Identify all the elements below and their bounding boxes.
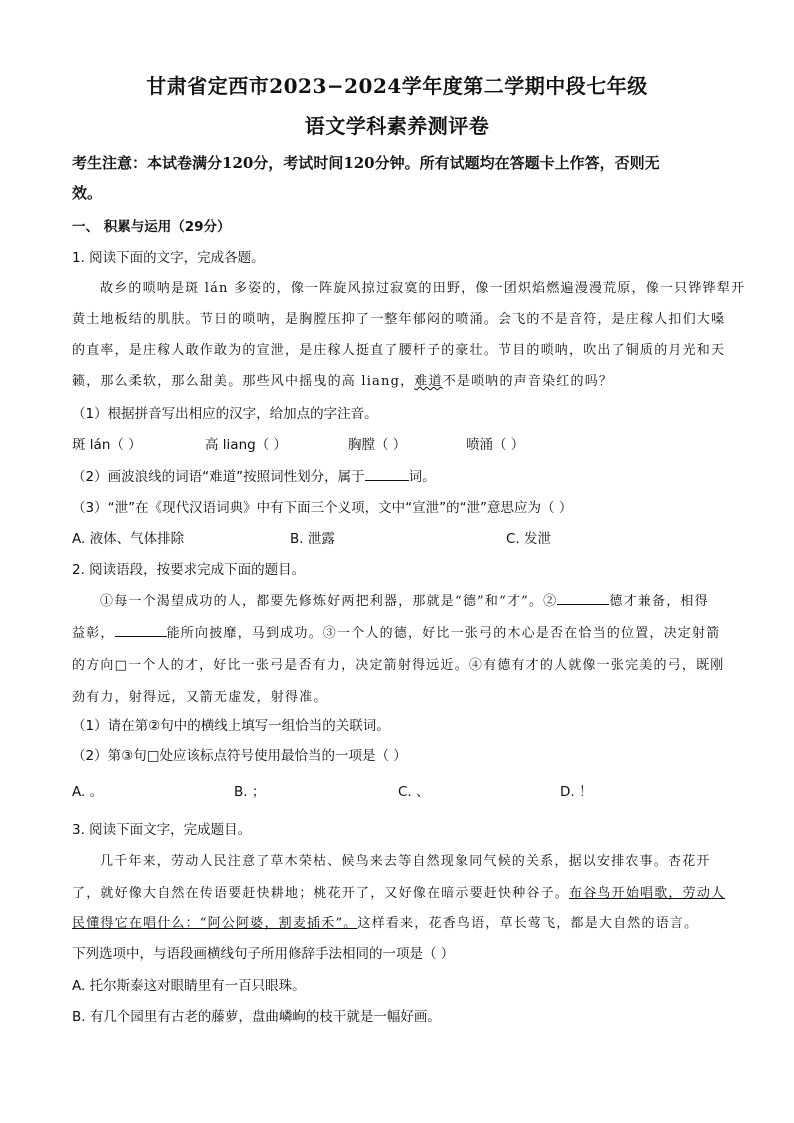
- q1-sub2: [72, 465, 734, 485]
- q2-passage-line1: [100, 590, 734, 609]
- q2-option-d: D. ！: [560, 784, 593, 800]
- q3-passage-line1: 几千年来，劳动人民注意了草木荣枯、候鸟来去等自然现象同气候的关系，据以安排农事。杏花开: [100, 854, 711, 869]
- q1-passage-line4-b: 不是唢呐的声音染红的吗？: [442, 374, 614, 389]
- answer-blank[interactable]: [365, 468, 409, 481]
- answer-blank[interactable]: [115, 624, 167, 637]
- q2-passage-line2: [72, 622, 734, 641]
- q1-fill-4: 喷涌（ ）: [466, 437, 525, 453]
- underlined-sentence-part2: 民懂得它在唱什么：“阿公阿婆，割麦插禾”。: [72, 916, 358, 931]
- q1-passage-line3: 的直率，是庄稼人敢作敢为的宣泄，是庄稼人挺直了腰杆子的豪壮。节目的唢呐，吹出了铜质的月光和天: [72, 343, 726, 358]
- answer-blank[interactable]: [557, 592, 609, 605]
- q2-passage-line4: 劲有力，射得远，又箭无虚发，射得准。: [72, 690, 328, 705]
- q2-sub1: （1）请在第②句中的横线上填写一组恰当的关联词。: [72, 718, 390, 734]
- q1-passage-line1: 故乡的唢呐是斑 lán 多姿的，像一阵旋风掠过寂寞的田野，像一团炽焰燃遍漫漫荒原，像一只铧铧犁开: [100, 281, 746, 296]
- q2-passage-line2-a: 益彰，: [72, 626, 115, 641]
- notice-line1: 考生注意：本试卷满分120分，考试时间120分钟。所有试题均在答题卡上作答，否则无: [72, 154, 660, 172]
- q2-option-a: A. 。: [72, 784, 104, 800]
- q3-passage-line2: [72, 882, 734, 901]
- q3-option-a: A. 托尔斯泰这对眼睛里有一百只眼珠。: [72, 978, 306, 994]
- q1-option-b: B. 泄露: [290, 531, 335, 547]
- q3-passage-line2-a: 了，就好像大自然在传语要赶快耕地；桃花开了，又好像在暗示要赶快种谷子。: [72, 886, 570, 901]
- q1-sub2-pre: （2）画波浪线的词语“难道”按照词性划分，属于: [72, 469, 365, 485]
- q2-passage-line1-b: 德才兼备，相得: [609, 594, 709, 609]
- q1-passage-line4: [72, 370, 734, 389]
- q3-question: 下列选项中，与语段画横线句子所用修辞手法相同的一项是（ ）: [72, 946, 455, 962]
- q1-sub2-post: 词。: [408, 469, 436, 485]
- q2-passage-line3: 的方向□一个人的才，好比一张弓是否有力，决定箭射得远近。④有德有才的人就像一张完美的弓，既刚: [72, 658, 725, 673]
- q2-option-b: B. ；: [234, 784, 266, 800]
- q1-option-a: A. 液体、气体排除: [72, 531, 185, 547]
- exam-title-line1: 甘肃省定西市2023−2024学年度第二学期中段七年级: [146, 74, 648, 98]
- section-heading: 一、 积累与运用（29分）: [72, 219, 231, 235]
- q3-passage-line3-b: 这样看来，花香鸟语，草长莺飞，都是大自然的语言。: [357, 916, 699, 931]
- q1-passage-line4-a: 籁，那么柔软，那么甜美。那些风中摇曳的高 liang，: [72, 374, 415, 389]
- q2-passage-line1-a: ①每一个渴望成功的人，都要先修炼好两把利器，那就是“德”和“才”。②: [100, 594, 558, 609]
- q2-sub2: （2）第③句□处应该标点符号使用最恰当的一项是（ ）: [72, 748, 407, 764]
- q1-fill-2: 高 liang（ ）: [205, 437, 287, 453]
- q1-sub1: （1）根据拼音写出相应的汉字，给加点的字注音。: [72, 406, 378, 422]
- q2-passage-line2-b: 能所向披靡，马到成功。③一个人的德，好比一张弓的木心是否在恰当的位置，决定射箭: [166, 626, 721, 641]
- q2-option-c: C. 、: [398, 784, 430, 800]
- q3-option-b: B. 有几个园里有古老的藤萝，盘曲嶙峋的枝干就是一幅好画。: [72, 1009, 441, 1025]
- wavy-word-nandao: 难道: [414, 374, 443, 389]
- q3-passage-line3: [72, 912, 734, 931]
- q1-sub3: （3）“泄”在《现代汉语词典》中有下面三个义项，文中“宣泄”的“泄”意思应为（ ）: [72, 500, 573, 516]
- notice-line2: 效。: [72, 184, 103, 202]
- q1-passage-line2: 黄土地板结的肌肤。节日的唢呐，是胸膛压抑了一整年郁闷的喷涌。会飞的不是音符，是庄稼人扣们大嗓: [72, 312, 726, 327]
- q1-option-c: C. 发泄: [506, 531, 552, 547]
- underlined-sentence-part1: 布谷鸟开始唱歌，劳动人: [569, 886, 726, 901]
- q1-fill-3: 胸膛（ ）: [348, 437, 407, 453]
- q3-stem: 3. 阅读下面文字，完成题目。: [72, 822, 252, 838]
- q1-stem: 1. 阅读下面的文字，完成各题。: [72, 250, 265, 266]
- exam-title-line2: 语文学科素养测评卷: [304, 114, 490, 138]
- q1-fill-1: 斑 lán（ ）: [72, 437, 142, 453]
- q2-stem: 2. 阅读语段，按要求完成下面的题目。: [72, 562, 306, 578]
